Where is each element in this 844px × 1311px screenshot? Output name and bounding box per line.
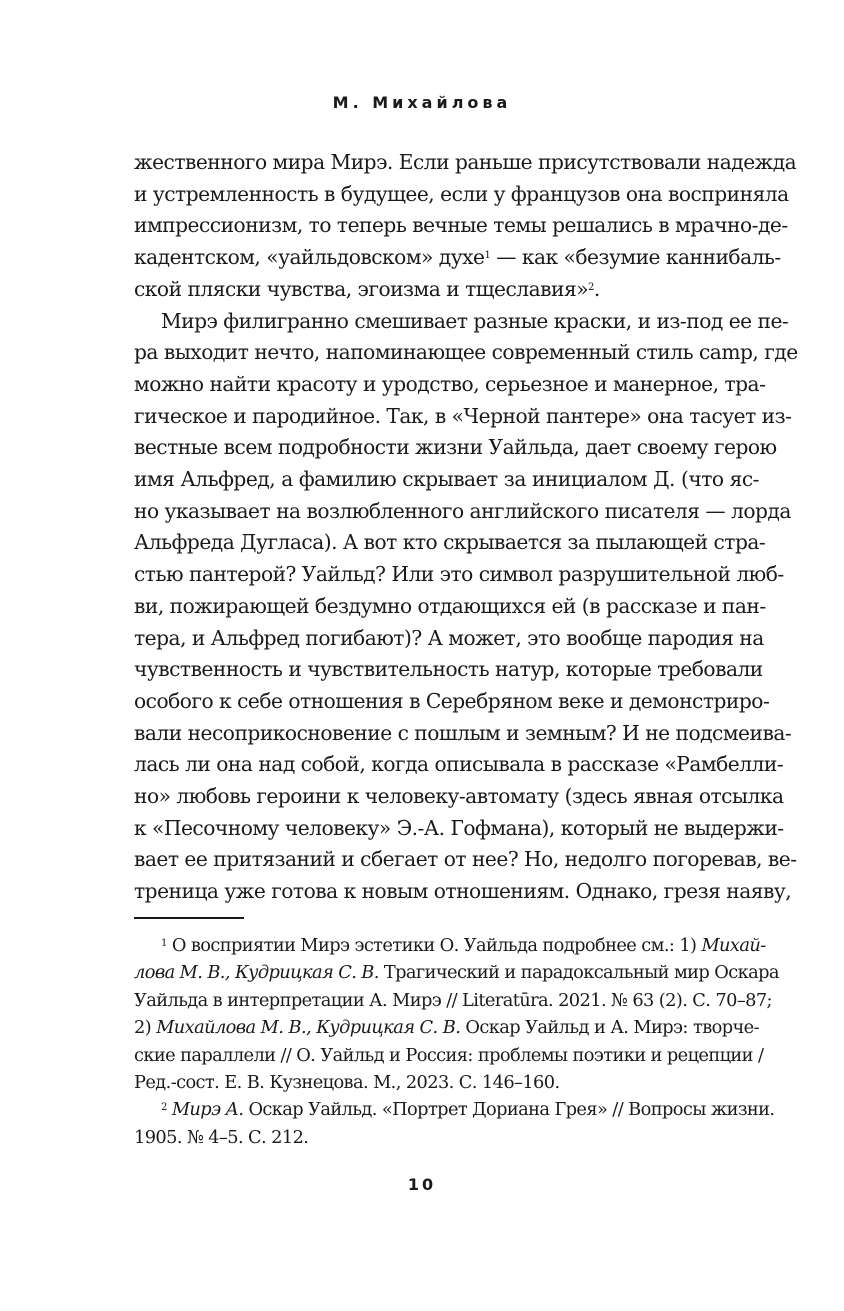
main-text bbox=[134, 147, 798, 908]
text-line: и устремленность в будущее, если у французов она восприняла bbox=[134, 181, 789, 206]
footnote-1-line bbox=[134, 959, 779, 986]
footnote-1-line bbox=[134, 1014, 759, 1041]
running-head: М. Михайлова bbox=[332, 93, 512, 112]
footnote-text: О восприятии Мирэ эстетики О. Уайльда подробнее см.: 1) bbox=[166, 935, 702, 956]
footnote-author: Михайлова М. В., Кудрицкая С. В. bbox=[156, 1017, 461, 1039]
text-line: можно найти красоту и уродство, серьезное и манерное, тра- bbox=[134, 371, 766, 396]
text-line: треница уже готова к новым отношениям. Однако, грезя наяву, bbox=[134, 879, 792, 904]
footnote-ref-2[interactable]: 2 bbox=[588, 281, 594, 293]
text-line bbox=[134, 242, 781, 274]
footnote-1-line: ские параллели // О. Уайльд и Россия: проблемы поэтики и рецепции / bbox=[134, 1044, 764, 1066]
text-line: ви, пожирающей бездумно отдающихся ей (в рассказе и пан- bbox=[134, 593, 766, 618]
text-line: к «Песочному человеку» Э.-А. Гофмана), который не выдержи- bbox=[134, 815, 784, 840]
page-number: 10 bbox=[407, 1175, 437, 1194]
footnote-author: Мирэ А. bbox=[171, 1099, 244, 1121]
text-line: ра выходит нечто, напоминающее современный стиль camp, где bbox=[134, 340, 798, 365]
text-line: особого к себе отношения в Серебряном веке и демонстриро- bbox=[134, 688, 770, 713]
text-line: имя Альфред, а фамилию скрывает за инициалом Д. (что яс- bbox=[134, 467, 759, 492]
text-line: вает ее притязаний и сбегает от нее? Но, недолго погоревав, ве- bbox=[134, 847, 797, 872]
text-fragment: — как «безумие каннибаль- bbox=[490, 245, 781, 270]
text-line: вали несоприкосновение с пошлым и земным? И не подсмеива- bbox=[134, 720, 792, 745]
text-line: жественного мира Мирэ. Если раньше присутствовали надежда bbox=[134, 150, 797, 174]
footnote-author: Михай- bbox=[701, 935, 766, 956]
footnote-text: Трагический и парадоксальный мир Оскара bbox=[378, 962, 779, 984]
text-line: лась ли она над собой, когда описывала в рассказе «Рамбелли- bbox=[134, 752, 784, 777]
footnote-ref-1[interactable]: 1 bbox=[484, 250, 491, 262]
footnote-text: Оскар Уайльд и А. Мирэ: творче- bbox=[460, 1017, 759, 1039]
footnote-number: 2 bbox=[161, 1102, 167, 1114]
text-line bbox=[134, 274, 759, 306]
footnotes bbox=[134, 932, 779, 1151]
footnote-2-line bbox=[134, 1096, 775, 1123]
text-line: стью пантерой? Уайльд? Или это символ разрушительной люб- bbox=[134, 562, 784, 587]
footnote-1-line: Уайльда в интерпретации А. Мирэ // Literatūra. 2021. № 63 (2). С. 70–87; bbox=[134, 989, 772, 1011]
footnote-divider bbox=[134, 917, 244, 919]
text-line: импрессионизм, то теперь вечные темы решались в мрачно-де- bbox=[134, 213, 788, 238]
text-fragment: ской пляски чувства, эгоизма и тщеславия» bbox=[134, 276, 589, 301]
text-line: но указывает на возлюбленного английского писателя — лорда bbox=[134, 498, 791, 523]
footnote-text: Оскар Уайльд. «Портрет Дориана Грея» // Вопросы жизни. bbox=[243, 1099, 775, 1121]
text-fragment: . bbox=[593, 276, 600, 301]
footnote-text: 2) bbox=[134, 1017, 157, 1039]
footnote-2-line: 1905. № 4–5. С. 212. bbox=[134, 1126, 309, 1148]
text-line: гическое и пародийное. Так, в «Черной пантере» она тасует из- bbox=[134, 403, 792, 428]
text-line: но» любовь героини к человеку-автомату (здесь явная отсылка bbox=[134, 784, 784, 809]
text-line: Альфреда Дугласа). А вот кто скрывается за пылающей стра- bbox=[134, 530, 766, 555]
footnote-1-line bbox=[134, 932, 766, 959]
text-line: тера, и Альфред погибают)? А может, это вообще пародия на bbox=[134, 625, 764, 650]
footnote-number: 1 bbox=[161, 938, 167, 949]
text-line: Мирэ филигранно смешивает разные краски, и из-под ее пе- bbox=[161, 308, 789, 333]
text-line: вестные всем подробности жизни Уайльда, дает своему герою bbox=[134, 435, 777, 460]
text-line: чувственность и чувствительность натур, которые требовали bbox=[134, 657, 763, 682]
footnote-author: лова М. В., Кудрицкая С. В. bbox=[134, 962, 379, 984]
text-fragment: кадентском, «уайльдовском» духе bbox=[134, 245, 485, 270]
footnote-1-line: Ред.-сост. Е. В. Кузнецова. М., 2023. С. 146–160. bbox=[134, 1072, 560, 1094]
